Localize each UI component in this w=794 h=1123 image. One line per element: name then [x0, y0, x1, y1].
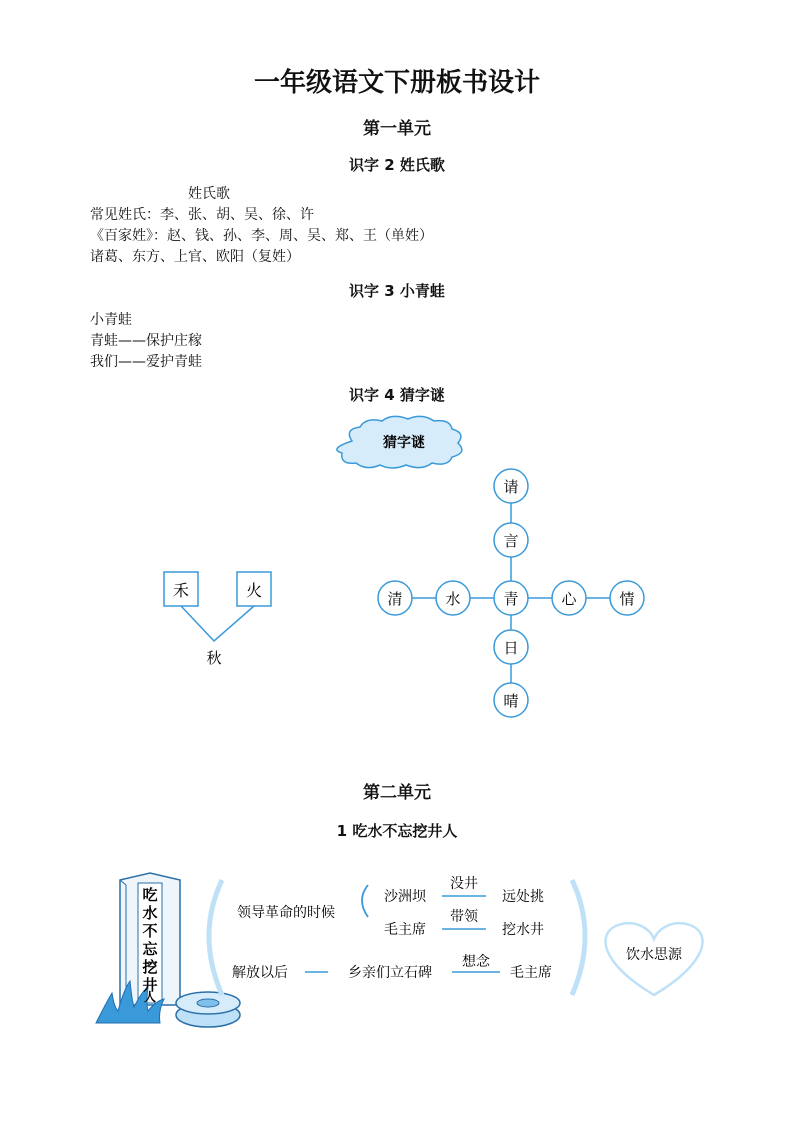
cross-node-bottom [494, 683, 528, 717]
stele-char: 井 [142, 976, 158, 994]
stele-illustration [96, 873, 240, 1027]
svg-text:心: 心 [561, 590, 577, 608]
cross-node-center [494, 581, 528, 615]
svg-text:晴: 晴 [503, 692, 519, 710]
well-diagram [0, 855, 794, 1045]
result-qiu: 秋 [206, 649, 222, 667]
lesson1-heading: 1 吃水不忘挖井人 [336, 822, 458, 840]
box-huo-label: 火 [245, 581, 263, 600]
cross-node-top [494, 469, 528, 503]
unit2-heading: 第二单元 [363, 783, 431, 803]
dig-label: 挖水井 [502, 922, 544, 938]
lesson2-line: 诸葛、东方、上官、欧阳（复姓） [90, 249, 300, 265]
cross-node-upper [494, 523, 528, 557]
carry-label: 远处挑 [502, 889, 544, 905]
lesson3-heading: 识字 3 小青蛙 [349, 282, 445, 300]
chairman-label: 毛主席 [384, 922, 426, 938]
stele-char: 吃 [142, 886, 158, 904]
lesson3-line: 小青蛙 [90, 312, 132, 328]
cross-node-far-right [610, 581, 644, 615]
cross-node-left [436, 581, 470, 615]
join-lines [181, 606, 254, 641]
row2-label: 解放以后 [232, 965, 288, 981]
stele-char: 挖 [142, 958, 158, 976]
heart-label: 饮水思源 [626, 947, 682, 963]
no-well-label: 没井 [450, 876, 478, 892]
lesson2-line: 常见姓氏：李、张、胡、吴、徐、许 [90, 207, 314, 223]
cross-node-right [552, 581, 586, 615]
stele-char: 不 [142, 922, 158, 940]
place-label: 沙洲坝 [384, 889, 426, 905]
svg-text:请: 请 [503, 478, 519, 496]
box-he-label: 禾 [172, 581, 190, 600]
row1-label: 领导革命的时候 [237, 905, 335, 921]
page-title: 一年级语文下册板书设计 [253, 68, 540, 98]
lesson3-line: 青蛙——保护庄稼 [90, 333, 202, 349]
svg-text:言: 言 [503, 532, 519, 550]
lesson4-heading: 识字 4 猜字谜 [349, 386, 445, 404]
riddle-diagram [0, 415, 794, 725]
cross-node-far-left [378, 581, 412, 615]
stele-char: 忘 [142, 940, 158, 958]
chairman2-label: 毛主席 [510, 965, 552, 981]
stele-char: 水 [142, 904, 158, 922]
cross-node-lower [494, 630, 528, 664]
villagers-label: 乡亲们立石碑 [348, 965, 432, 981]
svg-text:日: 日 [503, 639, 519, 657]
svg-text:水: 水 [445, 590, 461, 608]
svg-text:清: 清 [387, 590, 403, 608]
lesson2-heading: 识字 2 姓氏歌 [349, 156, 445, 174]
lesson2-line: 姓氏歌 [188, 186, 230, 202]
svg-text:青: 青 [503, 590, 519, 608]
lead-label: 带领 [450, 909, 478, 925]
cloud-label: 猜字谜 [383, 435, 425, 451]
lesson2-line: 《百家姓》：赵、钱、孙、李、周、吴、郑、王（单姓） [90, 228, 433, 244]
lesson3-line: 我们——爱护青蛙 [90, 354, 202, 370]
svg-text:情: 情 [619, 590, 635, 608]
stele-char: 人 [143, 990, 157, 1004]
miss-label: 想念 [462, 954, 490, 970]
unit1-heading: 第一单元 [363, 119, 431, 139]
